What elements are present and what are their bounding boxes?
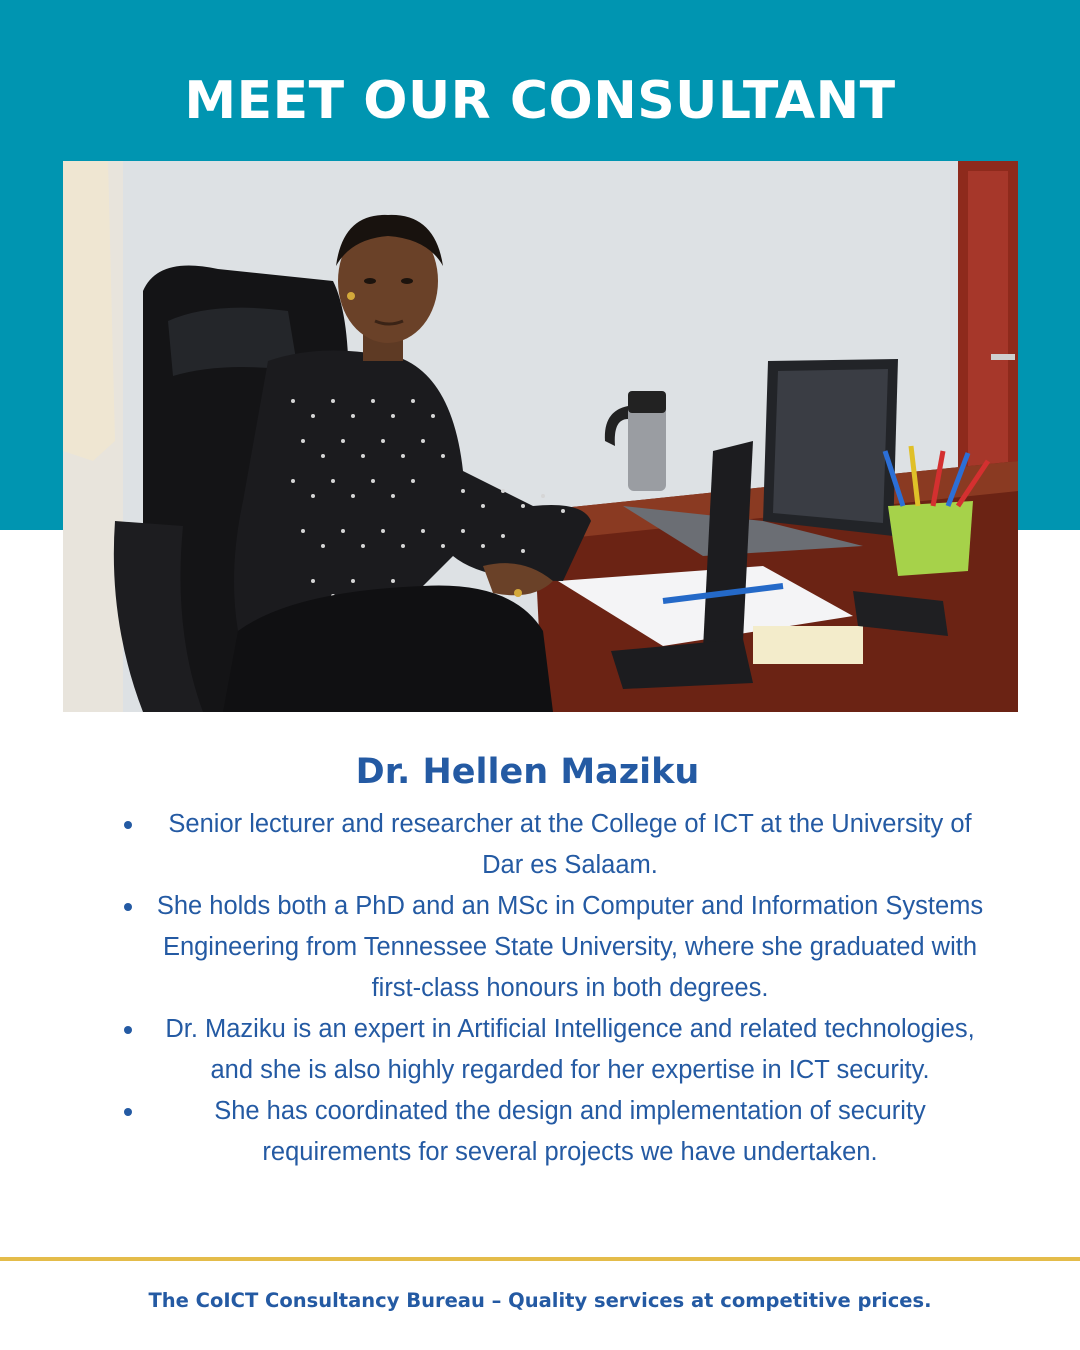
bullet-icon bbox=[124, 1026, 132, 1034]
bio-item bbox=[120, 1091, 990, 1173]
consultant-photo bbox=[63, 161, 1018, 712]
page-title: MEET OUR CONSULTANT bbox=[184, 71, 896, 131]
footer-tagline: The CoICT Consultancy Bureau – Quality services at competitive prices. bbox=[148, 1289, 932, 1312]
bullet-icon bbox=[124, 903, 132, 911]
bio-item bbox=[120, 886, 990, 1009]
bio-item bbox=[120, 1009, 990, 1091]
consultant-name: Dr. Hellen Maziku bbox=[355, 752, 700, 792]
bio-item-text: Dr. Maziku is an expert in Artificial Intelligence and related technologies, and she is also highly regarded for her expertise in ICT security. bbox=[165, 1015, 975, 1084]
bullet-icon bbox=[124, 1108, 132, 1116]
bio-item-text: Senior lecturer and researcher at the College of ICT at the University of Dar es Salaam. bbox=[168, 810, 972, 879]
footer-divider bbox=[0, 1257, 1080, 1261]
bio-item bbox=[120, 804, 990, 886]
bullet-icon bbox=[124, 821, 132, 829]
bio-item-text: She holds both a PhD and an MSc in Computer and Information Systems Engineering from Tennessee State University, where she graduated with first-class honours in both degrees. bbox=[156, 892, 984, 1002]
bio-list bbox=[120, 804, 990, 1173]
bio-item-text: She has coordinated the design and implementation of security requirements for several projects we have undertaken. bbox=[214, 1097, 926, 1166]
